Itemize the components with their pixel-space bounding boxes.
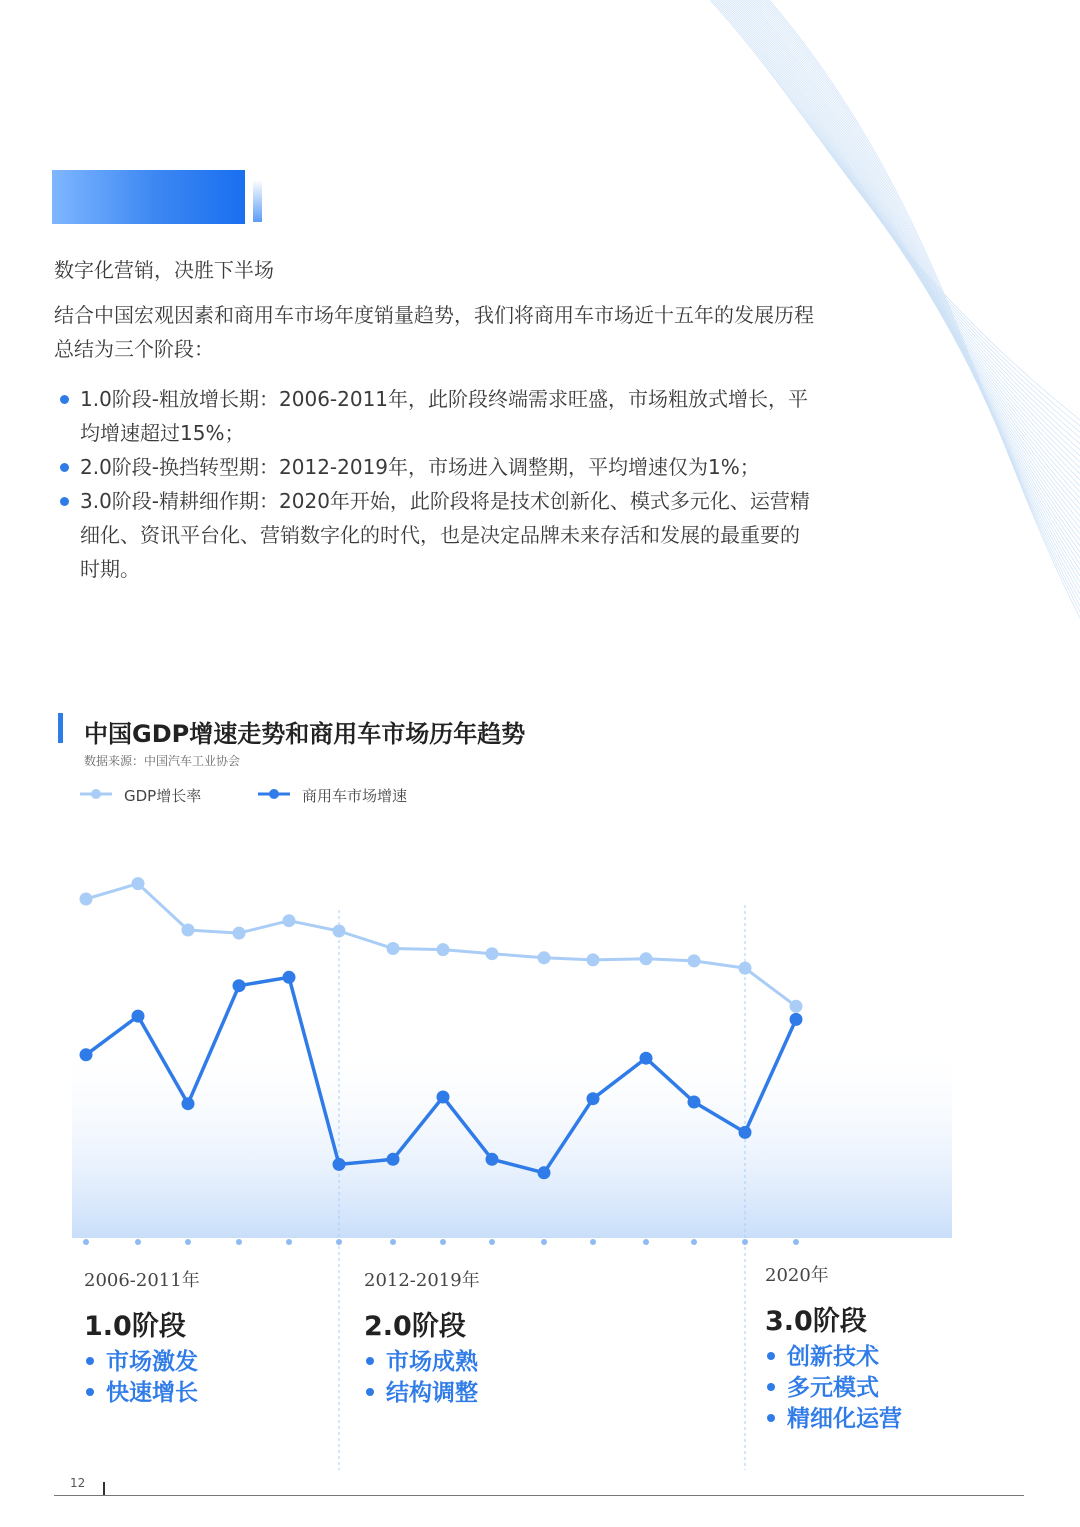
bullet-dot [60, 463, 69, 472]
list-item: 精细化运营 [765, 1404, 902, 1435]
commercial-series-point [538, 1166, 551, 1179]
x-axis-tick-dot [742, 1239, 748, 1245]
list-item: 市场激发 [84, 1347, 200, 1378]
commercial-series-point [640, 1052, 653, 1065]
list-item: 结构调整 [364, 1378, 480, 1409]
x-axis-tick-dot [185, 1239, 191, 1245]
commercial-series-point [132, 1010, 145, 1023]
x-axis-tick-dot [336, 1239, 342, 1245]
legend-gdp-label: GDP增长率 [124, 787, 202, 805]
stage-3 [765, 1261, 902, 1435]
stage-3-name: 3.0阶段 [765, 1306, 867, 1337]
list-item: 1.0阶段-粗放增长期：2006-2011年，此阶段终端需求旺盛，市场粗放式增长，平均增速超过15%； [58, 382, 818, 450]
gdp-series-point [486, 947, 499, 960]
commercial-series-point [739, 1126, 752, 1139]
stage-3-range: 2020年 [765, 1265, 829, 1286]
x-axis-tick-dot [793, 1239, 799, 1245]
gdp-series-point [132, 877, 145, 890]
intro-heading: 数字化营销，决胜下半场 [54, 258, 274, 282]
gdp-series-point [538, 951, 551, 964]
page-number: 12 [70, 1476, 86, 1490]
stage-2 [364, 1266, 480, 1409]
list-item: 市场成熟 [364, 1347, 480, 1378]
chart-title: 中国GDP增速走势和商用车市场历年趋势 [84, 720, 526, 748]
stage-2-range: 2012-2019年 [364, 1270, 480, 1291]
x-axis-tick-dot [390, 1239, 396, 1245]
x-axis-tick-dot [440, 1239, 446, 1245]
gdp-series-point [640, 952, 653, 965]
gdp-series-point [587, 953, 600, 966]
x-axis-tick-dot [590, 1239, 596, 1245]
x-axis-tick-dot [489, 1239, 495, 1245]
x-axis-tick-dot [691, 1239, 697, 1245]
bullet-dot [767, 1383, 775, 1391]
gdp-series-point [437, 943, 450, 956]
chart-title-accent [58, 713, 63, 743]
bullet-dot [60, 497, 69, 506]
x-axis-tick-dot [643, 1239, 649, 1245]
commercial-series-point [688, 1096, 701, 1109]
chart-source: 数据来源：中国汽车工业协会 [84, 754, 241, 768]
gdp-series-point [233, 927, 246, 940]
stage-1-name: 1.0阶段 [84, 1311, 186, 1342]
list-item: 创新技术 [765, 1342, 902, 1373]
commercial-series-point [182, 1097, 195, 1110]
gdp-series-point [688, 954, 701, 967]
gdp-series-point [80, 893, 93, 906]
commercial-series-point [283, 971, 296, 984]
commercial-series-point [333, 1158, 346, 1171]
bullet-dot [767, 1352, 775, 1360]
bullet-dot [767, 1414, 775, 1422]
commercial-series-point [233, 979, 246, 992]
x-axis-tick-dot [83, 1239, 89, 1245]
legend-commercial-label: 商用车市场增速 [302, 787, 408, 805]
bullet-dot [366, 1357, 374, 1365]
bullet-dot [366, 1388, 374, 1396]
list-item: 3.0阶段-精耕细作期：2020年开始，此阶段将是技术创新化、模式多元化、运营精细化、资讯平台化、营销数字化的时代，也是决定品牌未来存活和发展的最重要的时期。 [58, 484, 818, 586]
bullet-dot [86, 1357, 94, 1365]
x-axis-tick-dot [135, 1239, 141, 1245]
x-axis-tick-dot [236, 1239, 242, 1245]
stage-1-range: 2006-2011年 [84, 1270, 200, 1291]
x-axis-tick-dot [286, 1239, 292, 1245]
x-axis-tick-dot [541, 1239, 547, 1245]
gdp-series-point [790, 1000, 803, 1013]
page-number-tick [103, 1482, 105, 1496]
section-header-accent [253, 180, 262, 222]
bullet-dot [86, 1388, 94, 1396]
gdp-series-point [283, 914, 296, 927]
gdp-series-point [333, 925, 346, 938]
stage-2-name: 2.0阶段 [364, 1311, 466, 1342]
commercial-series-point [790, 1013, 803, 1026]
commercial-series-point [587, 1092, 600, 1105]
footer-rule [54, 1495, 1024, 1496]
bullet-dot [60, 395, 69, 404]
commercial-series-point [80, 1048, 93, 1061]
commercial-series-point [486, 1153, 499, 1166]
legend-commercial-marker [258, 787, 290, 801]
legend-gdp-marker [80, 787, 112, 801]
stage-summary-list [58, 382, 818, 586]
commercial-series-point [387, 1153, 400, 1166]
gdp-series-point [387, 942, 400, 955]
list-item: 快速增长 [84, 1378, 200, 1409]
list-item: 2.0阶段-换挡转型期：2012-2019年，市场进入调整期，平均增速仅为1%； [58, 450, 818, 484]
stage-1 [84, 1266, 200, 1409]
gdp-series-point [182, 924, 195, 937]
list-item: 多元模式 [765, 1373, 902, 1404]
section-header-bar [52, 170, 245, 224]
intro-paragraph: 结合中国宏观因素和商用车市场年度销量趋势，我们将商用车市场近十五年的发展历程总结为三个阶段： [54, 303, 814, 361]
gdp-series-point [739, 962, 752, 975]
commercial-series-point [437, 1091, 450, 1104]
